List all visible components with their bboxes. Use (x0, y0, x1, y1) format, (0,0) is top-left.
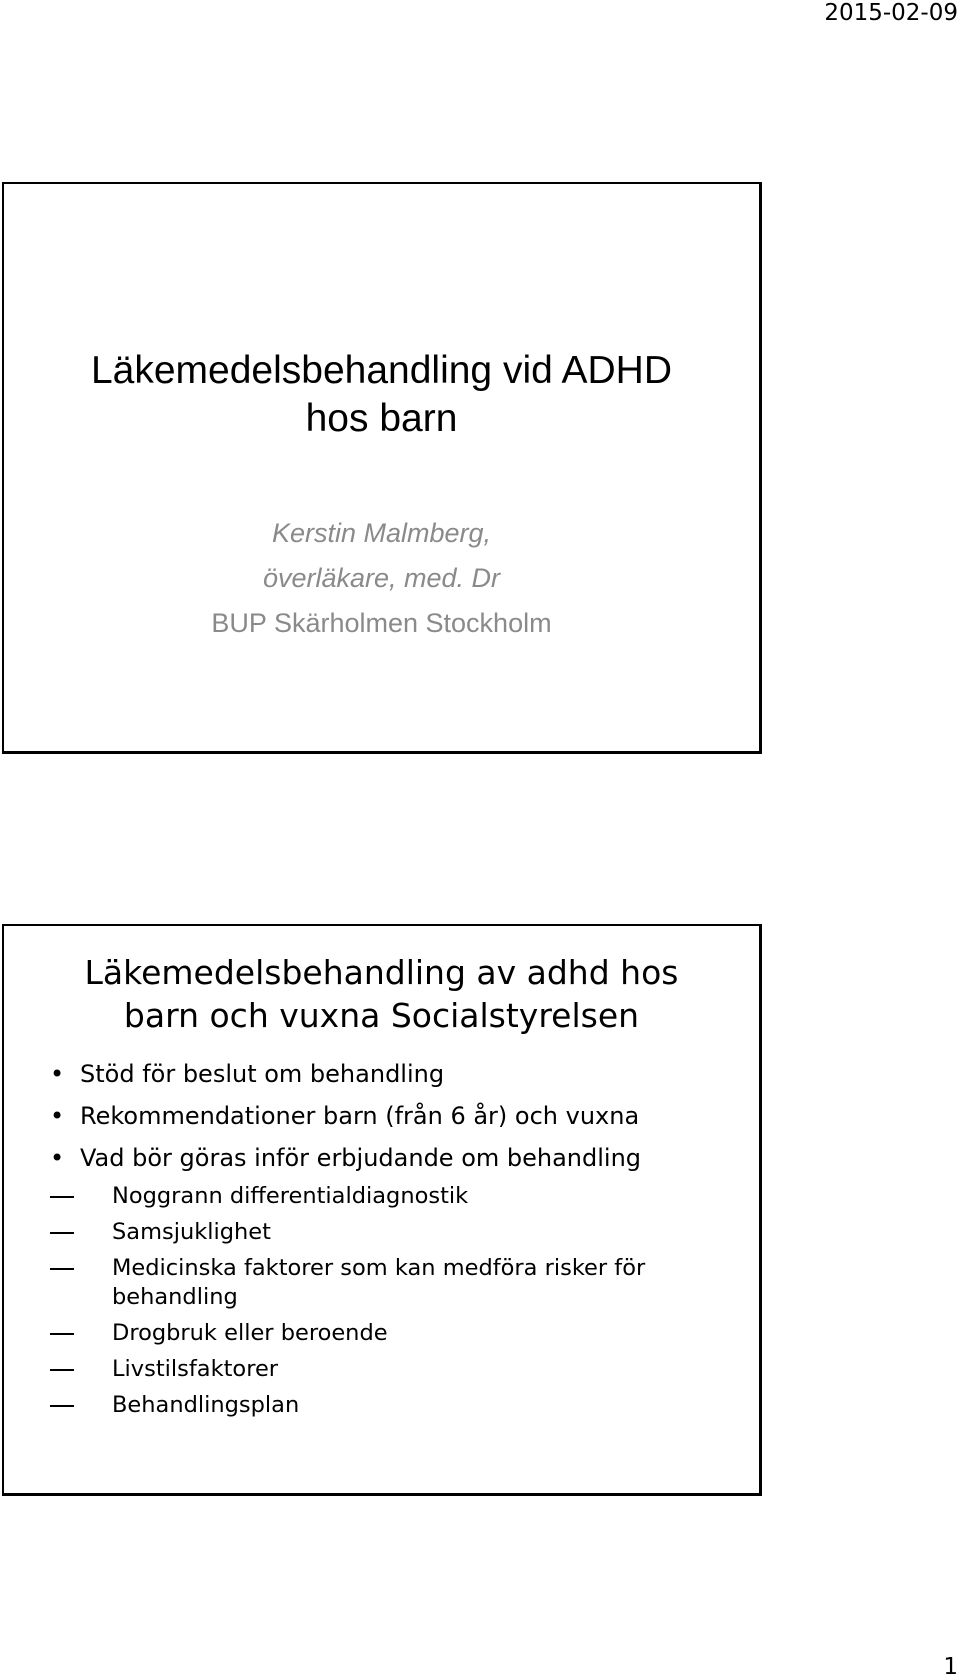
sub-list-item (50, 1391, 750, 1420)
slide-2-bullet-list (50, 1060, 750, 1427)
dash-icon (50, 1369, 74, 1371)
list-item-text: Stöd för beslut om behandling (80, 1060, 445, 1088)
page-number: 1 (943, 1654, 958, 1680)
sub-list-item-text: Medicinska faktorer som kan medföra risker för behandling (112, 1255, 646, 1310)
bullet-dot-icon: • (50, 1060, 65, 1088)
sub-list-item-text: Livstilsfaktorer (112, 1356, 279, 1382)
list-item-text: Vad bör göras inför erbjudande om behandling (80, 1144, 642, 1172)
slide-1 (2, 182, 762, 754)
sub-list-item (50, 1319, 750, 1348)
sub-list-item-text: Behandlingsplan (112, 1392, 300, 1418)
sub-list-item-text: Drogbruk eller beroende (112, 1320, 388, 1346)
bullet-dot-icon: • (50, 1144, 65, 1172)
slide-2-title (4, 951, 759, 1037)
sub-list-item (50, 1254, 750, 1312)
slide-1-title-line-2: hos barn (305, 397, 458, 440)
sub-list-item-text: Noggrann differentialdiagnostik (112, 1183, 469, 1209)
sub-bullet-list (50, 1182, 750, 1420)
page-date: 2015-02-09 (824, 0, 958, 26)
sub-list-item-text: Samsjuklighet (112, 1219, 271, 1245)
slide-2 (2, 924, 762, 1496)
list-item (50, 1060, 750, 1089)
list-item (50, 1144, 750, 1173)
slide-1-title (4, 347, 759, 443)
sub-list-item (50, 1218, 750, 1247)
bullet-dot-icon: • (50, 1102, 65, 1130)
slide-2-title-line-2: barn och vuxna Socialstyrelsen (123, 996, 640, 1035)
sub-list-item (50, 1355, 750, 1384)
dash-icon (50, 1232, 74, 1234)
list-item (50, 1102, 750, 1131)
slide-1-subtitle (4, 511, 759, 646)
clinic-name: BUP Skärholmen Stockholm (211, 608, 552, 638)
dash-icon (50, 1405, 74, 1407)
list-item-text: Rekommendationer barn (från 6 år) och vuxna (80, 1102, 640, 1130)
slide-2-title-line-1: Läkemedelsbehandling av adhd hos (84, 953, 679, 992)
dash-icon (50, 1196, 74, 1198)
dash-icon (50, 1268, 74, 1270)
author-role: överläkare, med. Dr (262, 563, 501, 593)
author-name: Kerstin Malmberg, (271, 518, 492, 548)
dash-icon (50, 1333, 74, 1335)
slide-1-title-line-1: Läkemedelsbehandling vid ADHD (90, 349, 673, 392)
sub-list-item (50, 1182, 750, 1211)
